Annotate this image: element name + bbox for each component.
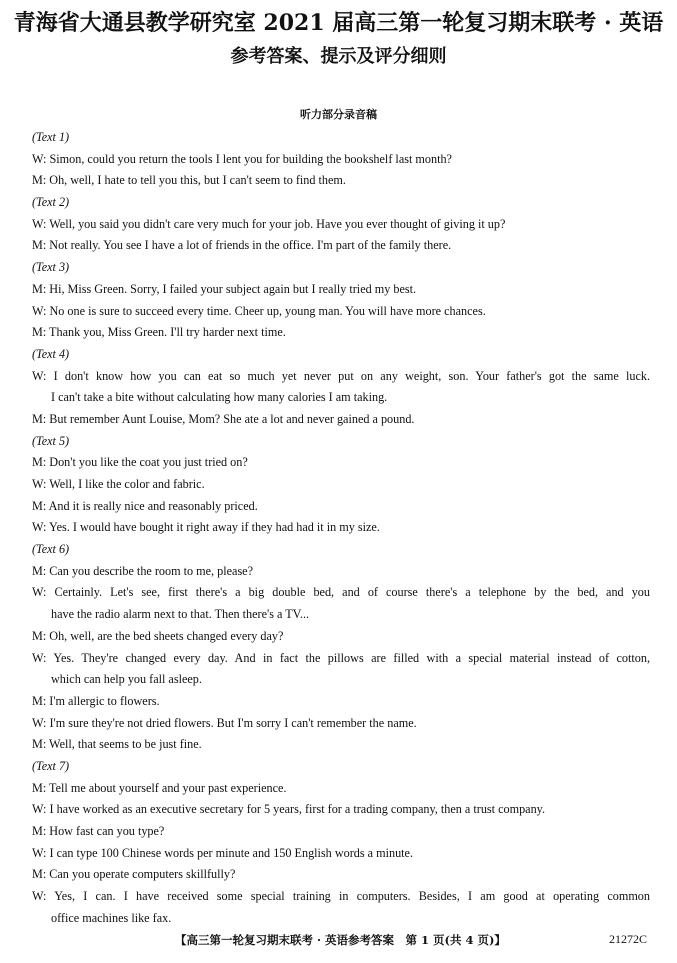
text-label: (Text 1) — [32, 130, 70, 144]
dialogue-line: M: Not really. You see I have a lot of friends in the office. I'm part of the family there. — [32, 238, 452, 253]
text-label: (Text 5) — [32, 433, 70, 448]
dialogue-line: M: Can you describe the room to me, please? — [32, 563, 254, 578]
dialogue-line-continued: I can't take a bite without calculating how many calories I am taking. — [51, 390, 388, 405]
dialogue-line-continued: which can help you fall asleep. — [51, 672, 202, 687]
dialogue-line: W: Yes. They're changed every day. And in fact the pillows are filled with a special material instead of cotton, — [32, 650, 650, 665]
dialogue-line-continued: office machines like fax. — [51, 910, 172, 925]
footer-label: 【高三第一轮复习期末联考 · 英语参考答案 第 1 页(共 4 页)】 — [175, 933, 506, 947]
dialogue-line: W: Certainly. Let's see, first there's a big double bed, and of course there's a telephone by the bed, and you — [32, 585, 650, 600]
dialogue-line: W: I'm sure they're not dried flowers. But I'm sorry I can't remember the name. — [32, 715, 417, 730]
dialogue-line: M: Thank you, Miss Green. I'll try harder next time. — [32, 325, 286, 340]
text-label: (Text 7) — [32, 758, 70, 773]
dialogue-line: W: I can type 100 Chinese words per minute and 150 English words a minute. — [32, 845, 414, 860]
dialogue-line: M: And it is really nice and reasonably priced. — [32, 498, 258, 513]
dialogue-line: M: Tell me about yourself and your past experience. — [32, 780, 287, 795]
dialogue-line-continued: have the radio alarm next to that. Then there's a TV... — [51, 607, 310, 622]
footer-code: 21272C — [608, 932, 647, 946]
text-label: (Text 2) — [32, 195, 70, 210]
dialogue-line: M: How fast can you type? — [32, 824, 165, 838]
dialogue-line: M: Hi, Miss Green. Sorry, I failed your subject again but I really tried my best. — [32, 281, 417, 296]
document-subtitle: 参考答案、提示及评分细则 — [230, 46, 447, 67]
text-label: (Text 6) — [32, 542, 70, 557]
section-heading: 听力部分录音稿 — [300, 108, 377, 121]
dialogue-line: M: But remember Aunt Louise, Mom? She ate a lot and never gained a pound. — [32, 411, 415, 426]
dialogue-line: W: No one is sure to succeed every time. Cheer up, young man. You will have more chances. — [32, 303, 486, 318]
dialogue-line: W: Yes, I can. I have received some special training in computers. Besides, I am good at operating common — [32, 889, 650, 904]
transcript-body — [32, 127, 650, 929]
document-header — [0, 8, 677, 72]
dialogue-line: M: I'm allergic to flowers. — [32, 693, 160, 708]
dialogue-line: W: I don't know how you can eat so much yet never put on any weight, son. Your father's got the same luck. — [32, 368, 650, 383]
dialogue-line: M: Don't you like the coat you just tried on? — [32, 455, 248, 470]
dialogue-line: W: Well, I like the color and fabric. — [32, 477, 205, 491]
document-title: 青海省大通县教学研究室 2021 届高三第一轮复习期末联考 · 英语 — [13, 10, 664, 36]
text-label: (Text 3) — [32, 260, 70, 275]
dialogue-line: W: Simon, could you return the tools I lent you for building the bookshelf last month? — [32, 151, 452, 166]
dialogue-line: M: Oh, well, I hate to tell you this, but I can't seem to find them. — [32, 173, 346, 188]
text-label: (Text 4) — [32, 346, 70, 361]
dialogue-line: W: Well, you said you didn't care very much for your job. Have you ever thought of giving it up? — [32, 216, 506, 231]
dialogue-line: M: Well, that seems to be just fine. — [32, 737, 202, 752]
dialogue-line: W: Yes. I would have bought it right away if they had had it in my size. — [32, 520, 380, 535]
dialogue-line: M: Oh, well, are the bed sheets changed every day? — [32, 628, 284, 643]
dialogue-line: W: I have worked as an executive secretary for 5 years, first for a trading company, then a trust company. — [32, 802, 546, 817]
dialogue-line: M: Can you operate computers skillfully? — [32, 867, 236, 882]
